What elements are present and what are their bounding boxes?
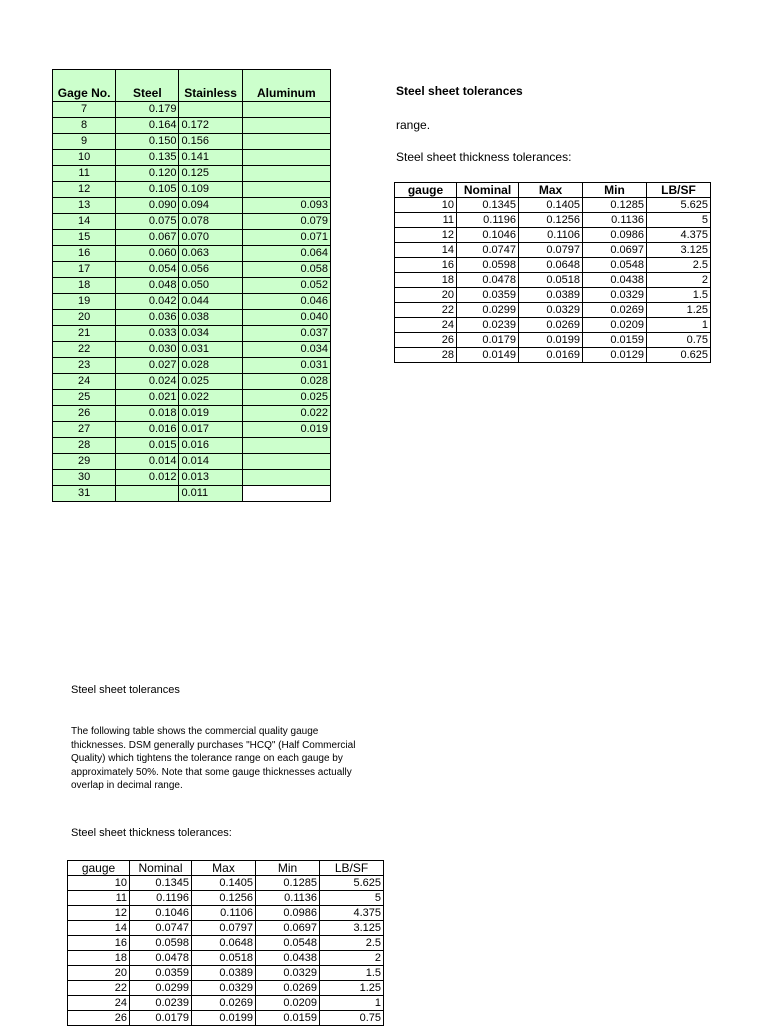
- gage-cell-stainless: 0.028: [179, 358, 242, 374]
- bottom-tolerance-cell-gauge: 20: [68, 966, 130, 981]
- tolerance-cell-min: 0.0438: [583, 273, 647, 288]
- gage-cell-gage-no: 31: [53, 486, 116, 502]
- tolerance-cell-lb-sf: 1.5: [647, 288, 711, 303]
- tolerance-row: [395, 228, 711, 243]
- gage-cell-aluminum: 0.071: [242, 230, 330, 246]
- gage-table-row: [53, 198, 331, 214]
- gage-cell-stainless: 0.156: [179, 134, 242, 150]
- bottom-tolerance-cell-lb-sf: 1.25: [320, 981, 384, 996]
- top-section-range-text: range.: [396, 118, 431, 132]
- gage-cell-aluminum: 0.037: [242, 326, 330, 342]
- gage-cell-aluminum: [242, 134, 330, 150]
- bottom-tolerance-cell-lb-sf: 2.5: [320, 936, 384, 951]
- gage-cell-stainless: 0.056: [179, 262, 242, 278]
- tolerance-cell-gauge: 28: [395, 348, 457, 363]
- tolerance-cell-nominal: 0.1196: [457, 213, 519, 228]
- tolerance-row: [395, 198, 711, 213]
- bottom-tolerance-cell-lb-sf: 3.125: [320, 921, 384, 936]
- tolerance-cell-gauge: 20: [395, 288, 457, 303]
- gage-cell-gage-no: 7: [53, 102, 116, 118]
- tolerance-cell-nominal: 0.0598: [457, 258, 519, 273]
- bottom-tolerance-cell-nominal: 0.0179: [130, 1011, 192, 1026]
- bottom-tolerance-header-nominal: Nominal: [130, 861, 192, 876]
- gage-cell-steel: 0.018: [116, 406, 179, 422]
- tolerance-cell-gauge: 12: [395, 228, 457, 243]
- bottom-tolerance-header-lb-sf: LB/SF: [320, 861, 384, 876]
- gage-table-row: [53, 470, 331, 486]
- tolerance-cell-max: 0.0329: [519, 303, 583, 318]
- gage-table-row: [53, 166, 331, 182]
- gage-cell-aluminum: [242, 454, 330, 470]
- bottom-tolerance-row: [68, 1011, 384, 1026]
- gage-cell-gage-no: 10: [53, 150, 116, 166]
- gage-cell-stainless: 0.022: [179, 390, 242, 406]
- gage-table-header: [53, 70, 331, 102]
- bottom-tolerance-cell-lb-sf: 5: [320, 891, 384, 906]
- gage-cell-gage-no: 26: [53, 406, 116, 422]
- gage-cell-aluminum: 0.034: [242, 342, 330, 358]
- tolerance-header-lb-sf: LB/SF: [647, 183, 711, 198]
- bottom-tolerance-cell-max: 0.1256: [192, 891, 256, 906]
- tolerance-cell-max: 0.0797: [519, 243, 583, 258]
- gage-cell-steel: 0.042: [116, 294, 179, 310]
- gage-cell-steel: 0.030: [116, 342, 179, 358]
- tolerance-table: [394, 182, 711, 363]
- gage-cell-aluminum: 0.022: [242, 406, 330, 422]
- bottom-tolerance-cell-gauge: 22: [68, 981, 130, 996]
- tolerance-cell-lb-sf: 5.625: [647, 198, 711, 213]
- tolerance-cell-min: 0.0269: [583, 303, 647, 318]
- gage-cell-stainless: 0.034: [179, 326, 242, 342]
- gage-cell-stainless: 0.094: [179, 198, 242, 214]
- tolerance-cell-nominal: 0.0478: [457, 273, 519, 288]
- bottom-tolerance-row: [68, 891, 384, 906]
- bottom-tolerance-cell-max: 0.0329: [192, 981, 256, 996]
- gage-cell-gage-no: 13: [53, 198, 116, 214]
- bottom-tolerance-cell-min: 0.0269: [256, 981, 320, 996]
- gage-cell-stainless: 0.070: [179, 230, 242, 246]
- bottom-tolerance-row: [68, 921, 384, 936]
- tolerance-cell-nominal: 0.0747: [457, 243, 519, 258]
- bottom-tolerance-cell-min: 0.1136: [256, 891, 320, 906]
- gage-cell-steel: 0.054: [116, 262, 179, 278]
- bottom-tolerance-cell-gauge: 14: [68, 921, 130, 936]
- tolerance-cell-nominal: 0.1345: [457, 198, 519, 213]
- gage-cell-steel: 0.048: [116, 278, 179, 294]
- gage-cell-aluminum: 0.058: [242, 262, 330, 278]
- gage-cell-steel: 0.012: [116, 470, 179, 486]
- gage-cell-steel: 0.016: [116, 422, 179, 438]
- gage-cell-stainless: 0.019: [179, 406, 242, 422]
- gage-cell-stainless: [179, 102, 242, 118]
- bottom-tolerance-cell-nominal: 0.0747: [130, 921, 192, 936]
- tolerance-cell-lb-sf: 0.625: [647, 348, 711, 363]
- bottom-tolerance-cell-min: 0.0697: [256, 921, 320, 936]
- bottom-tolerance-cell-nominal: 0.0299: [130, 981, 192, 996]
- tolerance-cell-max: 0.1256: [519, 213, 583, 228]
- tolerance-cell-gauge: 10: [395, 198, 457, 213]
- gage-cell-steel: 0.150: [116, 134, 179, 150]
- gage-table-row: [53, 102, 331, 118]
- gage-cell-gage-no: 12: [53, 182, 116, 198]
- bottom-tolerance-cell-max: 0.0199: [192, 1011, 256, 1026]
- tolerance-cell-nominal: 0.0149: [457, 348, 519, 363]
- gage-cell-steel: 0.060: [116, 246, 179, 262]
- gage-cell-stainless: 0.050: [179, 278, 242, 294]
- gage-cell-gage-no: 17: [53, 262, 116, 278]
- gage-cell-steel: 0.135: [116, 150, 179, 166]
- tolerance-cell-min: 0.1285: [583, 198, 647, 213]
- tolerance-cell-max: 0.0199: [519, 333, 583, 348]
- gage-cell-aluminum: 0.093: [242, 198, 330, 214]
- bottom-tolerance-cell-min: 0.0329: [256, 966, 320, 981]
- gage-cell-gage-no: 27: [53, 422, 116, 438]
- bottom-tolerance-cell-gauge: 18: [68, 951, 130, 966]
- bottom-section-paragraph: The following table shows the commercial quality gauge thicknesses. DSM generally purchases "HCQ" (Half Commercial Quality) which tightens the tolerance range on each gauge by approximately 50%. Note that some gauge thicknesses actually overlap in decimal range.: [71, 726, 356, 791]
- tolerance-cell-min: 0.0129: [583, 348, 647, 363]
- gage-cell-stainless: 0.038: [179, 310, 242, 326]
- gage-table-row: [53, 454, 331, 470]
- gage-table-row: [53, 406, 331, 422]
- gage-cell-gage-no: 8: [53, 118, 116, 134]
- gage-cell-gage-no: 23: [53, 358, 116, 374]
- tolerance-cell-gauge: 18: [395, 273, 457, 288]
- gage-table-row: [53, 310, 331, 326]
- bottom-tolerance-cell-max: 0.0797: [192, 921, 256, 936]
- gage-cell-aluminum: [242, 486, 330, 502]
- tolerance-header-min: Min: [583, 183, 647, 198]
- bottom-tolerance-cell-max: 0.1405: [192, 876, 256, 891]
- gage-cell-stainless: 0.013: [179, 470, 242, 486]
- tolerance-cell-max: 0.0648: [519, 258, 583, 273]
- tolerance-cell-min: 0.0548: [583, 258, 647, 273]
- gage-cell-stainless: 0.016: [179, 438, 242, 454]
- tolerance-row: [395, 273, 711, 288]
- tolerance-table-header: [395, 183, 711, 198]
- tolerance-cell-max: 0.0518: [519, 273, 583, 288]
- gage-cell-steel: 0.120: [116, 166, 179, 182]
- gage-table-row: [53, 150, 331, 166]
- gage-cell-steel: 0.067: [116, 230, 179, 246]
- gage-table-row: [53, 438, 331, 454]
- gage-table-row: [53, 326, 331, 342]
- tolerance-cell-gauge: 11: [395, 213, 457, 228]
- tolerance-cell-lb-sf: 2: [647, 273, 711, 288]
- tolerance-header-max: Max: [519, 183, 583, 198]
- gage-cell-stainless: 0.109: [179, 182, 242, 198]
- gage-cell-gage-no: 14: [53, 214, 116, 230]
- bottom-tolerance-cell-lb-sf: 2: [320, 951, 384, 966]
- bottom-tolerance-row: [68, 936, 384, 951]
- tolerance-cell-gauge: 14: [395, 243, 457, 258]
- tolerance-row: [395, 348, 711, 363]
- tolerance-cell-max: 0.1106: [519, 228, 583, 243]
- gage-cell-gage-no: 20: [53, 310, 116, 326]
- gage-table-row: [53, 246, 331, 262]
- top-section-title: Steel sheet tolerances: [396, 84, 523, 98]
- bottom-tolerance-row: [68, 876, 384, 891]
- bottom-tolerance-cell-nominal: 0.0478: [130, 951, 192, 966]
- gage-cell-stainless: 0.017: [179, 422, 242, 438]
- gage-cell-aluminum: 0.064: [242, 246, 330, 262]
- gage-cell-steel: 0.164: [116, 118, 179, 134]
- tolerance-cell-min: 0.0159: [583, 333, 647, 348]
- tolerance-row: [395, 288, 711, 303]
- bottom-tolerance-header-min: Min: [256, 861, 320, 876]
- tolerance-row: [395, 333, 711, 348]
- gage-cell-steel: 0.021: [116, 390, 179, 406]
- gage-table-row: [53, 278, 331, 294]
- gage-cell-aluminum: 0.031: [242, 358, 330, 374]
- tolerance-row: [395, 213, 711, 228]
- tolerance-cell-max: 0.1405: [519, 198, 583, 213]
- gage-table-row: [53, 358, 331, 374]
- gage-cell-gage-no: 21: [53, 326, 116, 342]
- gage-cell-gage-no: 9: [53, 134, 116, 150]
- bottom-tolerance-cell-gauge: 11: [68, 891, 130, 906]
- tolerance-cell-nominal: 0.0179: [457, 333, 519, 348]
- gage-cell-steel: 0.015: [116, 438, 179, 454]
- gage-cell-stainless: 0.172: [179, 118, 242, 134]
- gage-cell-aluminum: [242, 182, 330, 198]
- tolerance-cell-nominal: 0.1046: [457, 228, 519, 243]
- gage-cell-steel: 0.105: [116, 182, 179, 198]
- bottom-tolerance-cell-max: 0.0648: [192, 936, 256, 951]
- bottom-tolerance-cell-lb-sf: 5.625: [320, 876, 384, 891]
- bottom-tolerance-cell-gauge: 12: [68, 906, 130, 921]
- tolerance-cell-max: 0.0169: [519, 348, 583, 363]
- gage-cell-aluminum: 0.025: [242, 390, 330, 406]
- gage-table-row: [53, 262, 331, 278]
- gage-table-row: [53, 422, 331, 438]
- gage-cell-gage-no: 11: [53, 166, 116, 182]
- gage-cell-aluminum: [242, 438, 330, 454]
- gage-cell-aluminum: 0.028: [242, 374, 330, 390]
- gage-cell-gage-no: 19: [53, 294, 116, 310]
- bottom-tolerance-row: [68, 981, 384, 996]
- gage-cell-steel: [116, 486, 179, 502]
- gage-cell-aluminum: [242, 150, 330, 166]
- bottom-tolerance-cell-nominal: 0.1345: [130, 876, 192, 891]
- tolerance-cell-gauge: 22: [395, 303, 457, 318]
- gage-cell-stainless: 0.011: [179, 486, 242, 502]
- gage-cell-steel: 0.179: [116, 102, 179, 118]
- gage-cell-gage-no: 30: [53, 470, 116, 486]
- gage-cell-stainless: 0.014: [179, 454, 242, 470]
- gage-cell-gage-no: 24: [53, 374, 116, 390]
- gage-cell-aluminum: [242, 118, 330, 134]
- gage-header-steel: Steel: [116, 70, 179, 102]
- gage-cell-aluminum: 0.019: [242, 422, 330, 438]
- bottom-tolerance-cell-max: 0.0518: [192, 951, 256, 966]
- gage-table-row: [53, 342, 331, 358]
- gage-cell-aluminum: [242, 470, 330, 486]
- gage-cell-aluminum: [242, 166, 330, 182]
- tolerance-cell-nominal: 0.0359: [457, 288, 519, 303]
- bottom-tolerance-cell-min: 0.0986: [256, 906, 320, 921]
- gage-cell-stainless: 0.031: [179, 342, 242, 358]
- bottom-tolerance-cell-nominal: 0.1046: [130, 906, 192, 921]
- gage-cell-steel: 0.024: [116, 374, 179, 390]
- bottom-tolerance-cell-lb-sf: 1.5: [320, 966, 384, 981]
- gage-cell-stainless: 0.044: [179, 294, 242, 310]
- gage-table-row: [53, 294, 331, 310]
- gage-cell-steel: 0.090: [116, 198, 179, 214]
- bottom-tolerance-cell-nominal: 0.1196: [130, 891, 192, 906]
- tolerance-cell-lb-sf: 1.25: [647, 303, 711, 318]
- tolerance-row: [395, 243, 711, 258]
- tolerance-cell-lb-sf: 1: [647, 318, 711, 333]
- bottom-tolerance-header-max: Max: [192, 861, 256, 876]
- gage-cell-steel: 0.075: [116, 214, 179, 230]
- tolerance-cell-gauge: 16: [395, 258, 457, 273]
- bottom-tolerance-cell-lb-sf: 1: [320, 996, 384, 1011]
- bottom-tolerance-row: [68, 906, 384, 921]
- tolerance-header-gauge: gauge: [395, 183, 457, 198]
- tolerance-cell-gauge: 26: [395, 333, 457, 348]
- bottom-tolerance-cell-nominal: 0.0598: [130, 936, 192, 951]
- tolerance-cell-min: 0.1136: [583, 213, 647, 228]
- tolerance-row: [395, 303, 711, 318]
- bottom-tolerance-cell-lb-sf: 0.75: [320, 1011, 384, 1026]
- gage-table-row: [53, 230, 331, 246]
- gage-header-aluminum: Aluminum: [242, 70, 330, 102]
- bottom-tolerance-cell-max: 0.0269: [192, 996, 256, 1011]
- gage-cell-stainless: 0.063: [179, 246, 242, 262]
- tolerance-cell-lb-sf: 2.5: [647, 258, 711, 273]
- bottom-tolerance-row: [68, 951, 384, 966]
- bottom-tolerance-table-header: [68, 861, 384, 876]
- tolerance-cell-nominal: 0.0299: [457, 303, 519, 318]
- gage-cell-gage-no: 16: [53, 246, 116, 262]
- gage-header-gage: Gage No.: [53, 70, 116, 102]
- bottom-tolerance-cell-min: 0.0438: [256, 951, 320, 966]
- gage-cell-aluminum: 0.079: [242, 214, 330, 230]
- gage-cell-gage-no: 29: [53, 454, 116, 470]
- tolerance-cell-lb-sf: 4.375: [647, 228, 711, 243]
- bottom-tolerance-row: [68, 966, 384, 981]
- bottom-section-title: Steel sheet tolerances: [71, 684, 180, 696]
- tolerance-cell-max: 0.0269: [519, 318, 583, 333]
- tolerance-cell-lb-sf: 0.75: [647, 333, 711, 348]
- tolerance-row: [395, 318, 711, 333]
- tolerance-cell-max: 0.0389: [519, 288, 583, 303]
- bottom-tolerance-cell-nominal: 0.0239: [130, 996, 192, 1011]
- bottom-tolerance-cell-gauge: 16: [68, 936, 130, 951]
- gage-table-row: [53, 374, 331, 390]
- bottom-tolerance-header-gauge: gauge: [68, 861, 130, 876]
- gage-cell-aluminum: 0.040: [242, 310, 330, 326]
- gage-cell-steel: 0.036: [116, 310, 179, 326]
- bottom-tolerance-table: [67, 860, 384, 1026]
- gage-table-row: [53, 486, 331, 502]
- bottom-tolerance-cell-max: 0.1106: [192, 906, 256, 921]
- tolerance-cell-lb-sf: 3.125: [647, 243, 711, 258]
- gage-header-stainless: Stainless: [179, 70, 242, 102]
- bottom-tolerance-cell-max: 0.0389: [192, 966, 256, 981]
- bottom-tolerance-cell-min: 0.0159: [256, 1011, 320, 1026]
- tolerance-cell-min: 0.0209: [583, 318, 647, 333]
- gage-cell-gage-no: 18: [53, 278, 116, 294]
- top-section-subtitle: Steel sheet thickness tolerances:: [396, 150, 572, 164]
- bottom-tolerance-cell-min: 0.0548: [256, 936, 320, 951]
- gage-cell-steel: 0.033: [116, 326, 179, 342]
- gage-cell-stainless: 0.078: [179, 214, 242, 230]
- bottom-tolerance-cell-min: 0.0209: [256, 996, 320, 1011]
- gage-table-row: [53, 182, 331, 198]
- tolerance-cell-min: 0.0329: [583, 288, 647, 303]
- tolerance-cell-nominal: 0.0239: [457, 318, 519, 333]
- gage-table: [52, 69, 331, 502]
- gage-table-row: [53, 214, 331, 230]
- gage-cell-aluminum: 0.052: [242, 278, 330, 294]
- gage-cell-gage-no: 22: [53, 342, 116, 358]
- gage-cell-aluminum: [242, 102, 330, 118]
- tolerance-header-nominal: Nominal: [457, 183, 519, 198]
- tolerance-cell-min: 0.0986: [583, 228, 647, 243]
- bottom-tolerance-cell-gauge: 10: [68, 876, 130, 891]
- gage-cell-steel: 0.014: [116, 454, 179, 470]
- bottom-tolerance-cell-gauge: 24: [68, 996, 130, 1011]
- gage-cell-gage-no: 15: [53, 230, 116, 246]
- gage-cell-stainless: 0.025: [179, 374, 242, 390]
- gage-cell-aluminum: 0.046: [242, 294, 330, 310]
- tolerance-row: [395, 258, 711, 273]
- tolerance-cell-lb-sf: 5: [647, 213, 711, 228]
- tolerance-cell-gauge: 24: [395, 318, 457, 333]
- gage-table-row: [53, 134, 331, 150]
- bottom-section-subtitle: Steel sheet thickness tolerances:: [71, 827, 232, 839]
- tolerance-cell-min: 0.0697: [583, 243, 647, 258]
- bottom-tolerance-cell-gauge: 26: [68, 1011, 130, 1026]
- gage-table-row: [53, 390, 331, 406]
- gage-cell-stainless: 0.141: [179, 150, 242, 166]
- gage-cell-gage-no: 25: [53, 390, 116, 406]
- bottom-tolerance-cell-lb-sf: 4.375: [320, 906, 384, 921]
- gage-cell-gage-no: 28: [53, 438, 116, 454]
- gage-cell-steel: 0.027: [116, 358, 179, 374]
- gage-cell-stainless: 0.125: [179, 166, 242, 182]
- gage-table-row: [53, 118, 331, 134]
- bottom-tolerance-cell-nominal: 0.0359: [130, 966, 192, 981]
- bottom-tolerance-cell-min: 0.1285: [256, 876, 320, 891]
- bottom-tolerance-row: [68, 996, 384, 1011]
